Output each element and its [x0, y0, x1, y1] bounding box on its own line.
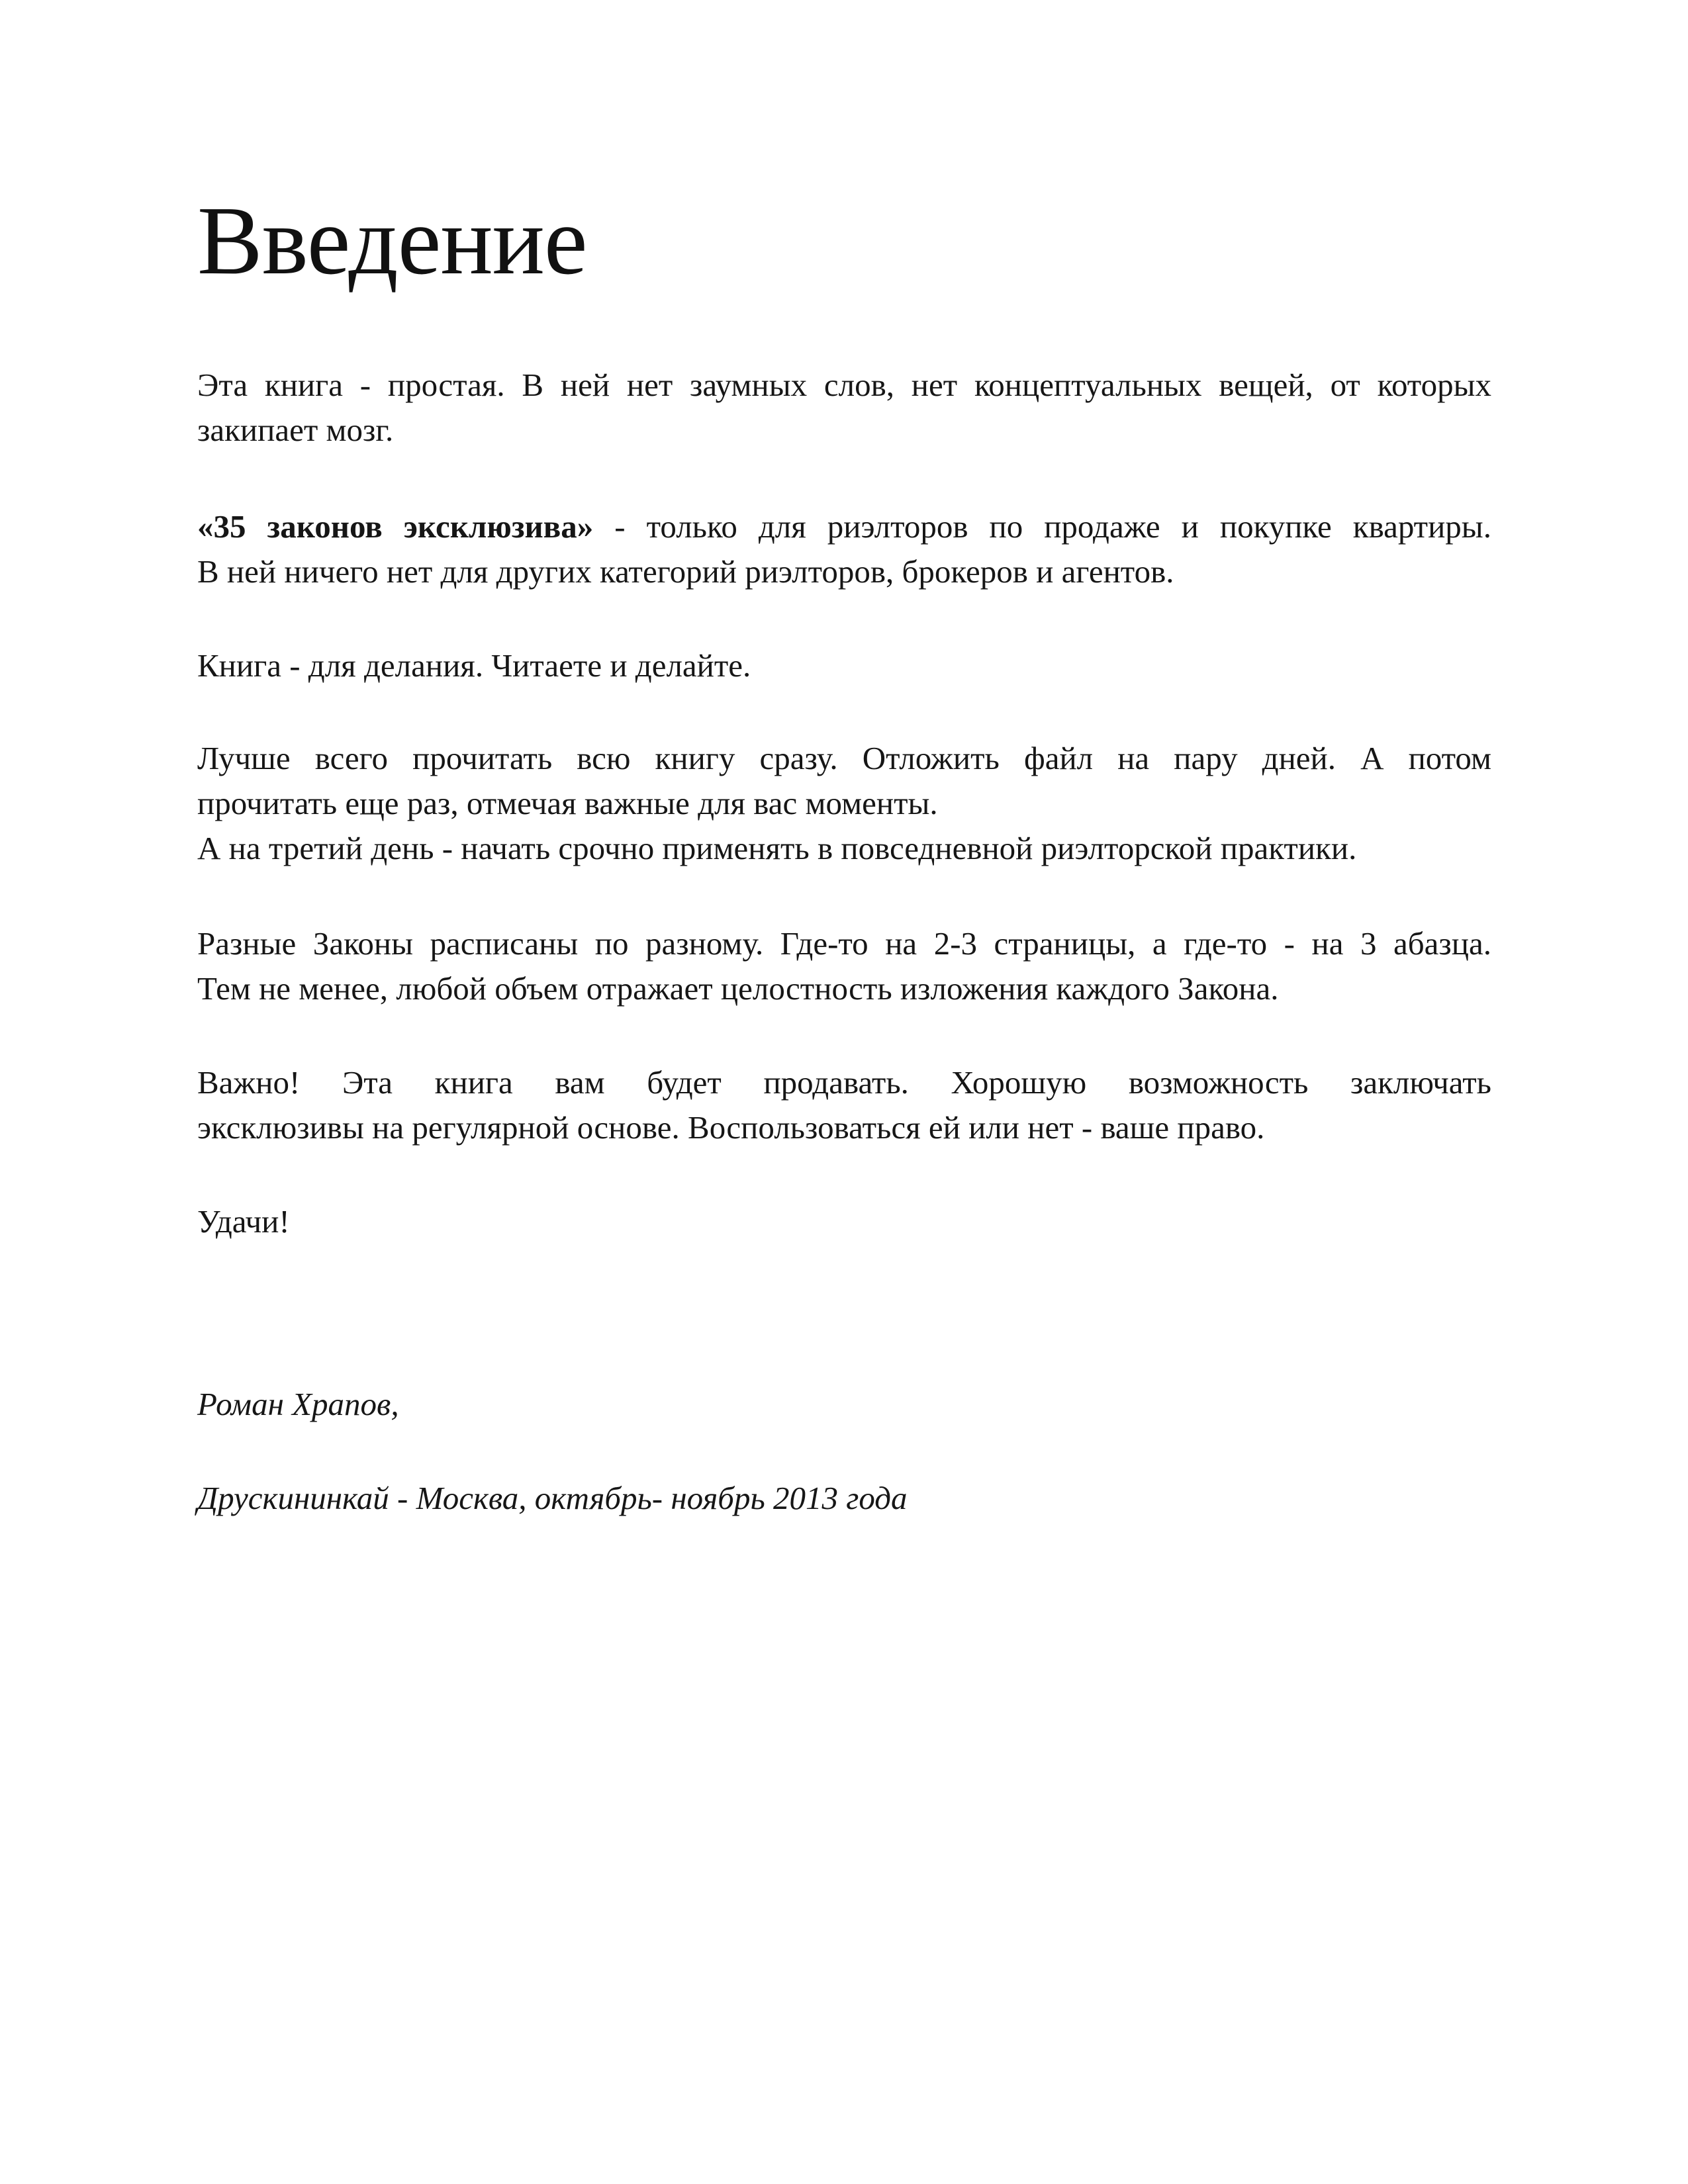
page-title: Введение	[197, 187, 587, 295]
paragraph-purpose	[197, 643, 1491, 688]
paragraph-line: В ней ничего нет для других категорий риэлторов, брокеров и агентов.	[197, 553, 1174, 590]
paragraph-line: закипает мозг.	[197, 412, 394, 448]
paragraph-intro	[197, 363, 1491, 453]
book-title-bold: «35 законов эксклюзива»	[197, 508, 594, 545]
paragraph-book-scope	[197, 504, 1491, 594]
document-page	[197, 0, 1491, 2184]
paragraph-important	[197, 1060, 1491, 1150]
paragraph-line: Важно! Эта книга вам будет продавать. Хорошую возможность заключать	[197, 1064, 1491, 1101]
paragraph-how-to-read	[197, 736, 1491, 871]
paragraph-laws-format	[197, 921, 1491, 1011]
paragraph-line: А на третий день - начать срочно применять в повседневной риэлторской практики.	[197, 830, 1357, 866]
paragraph-line: Тем не менее, любой объем отражает целостность изложения каждого Закона.	[197, 970, 1279, 1007]
paragraph-line: прочитать еще раз, отмечая важные для вас моменты.	[197, 785, 938, 821]
signature-author: Роман Храпов,	[197, 1386, 399, 1422]
paragraph-line-rest: - только для риэлторов по продаже и покупке квартиры.	[593, 508, 1491, 545]
paragraph-line: Эта книга - простая. В ней нет заумных слов, нет концептуальных вещей, от которых	[197, 367, 1491, 403]
paragraph-line: Книга - для делания. Читаете и делайте.	[197, 647, 751, 684]
paragraph-line: Лучше всего прочитать всю книгу сразу. Отложить файл на пару дней. А потом	[197, 740, 1491, 776]
paragraph-good-luck	[197, 1199, 1491, 1244]
paragraph-line	[197, 504, 1491, 549]
paragraph-line: эксклюзивы на регулярной основе. Воспользоваться ей или нет - ваше право.	[197, 1109, 1265, 1146]
signature-place-date: Друскининкай - Москва, октябрь- ноябрь 2013 года	[197, 1480, 908, 1516]
paragraph-line: Удачи!	[197, 1203, 290, 1240]
paragraph-line: Разные Законы расписаны по разному. Где-то на 2-3 страницы, а где-то - на 3 абазца.	[197, 925, 1491, 962]
